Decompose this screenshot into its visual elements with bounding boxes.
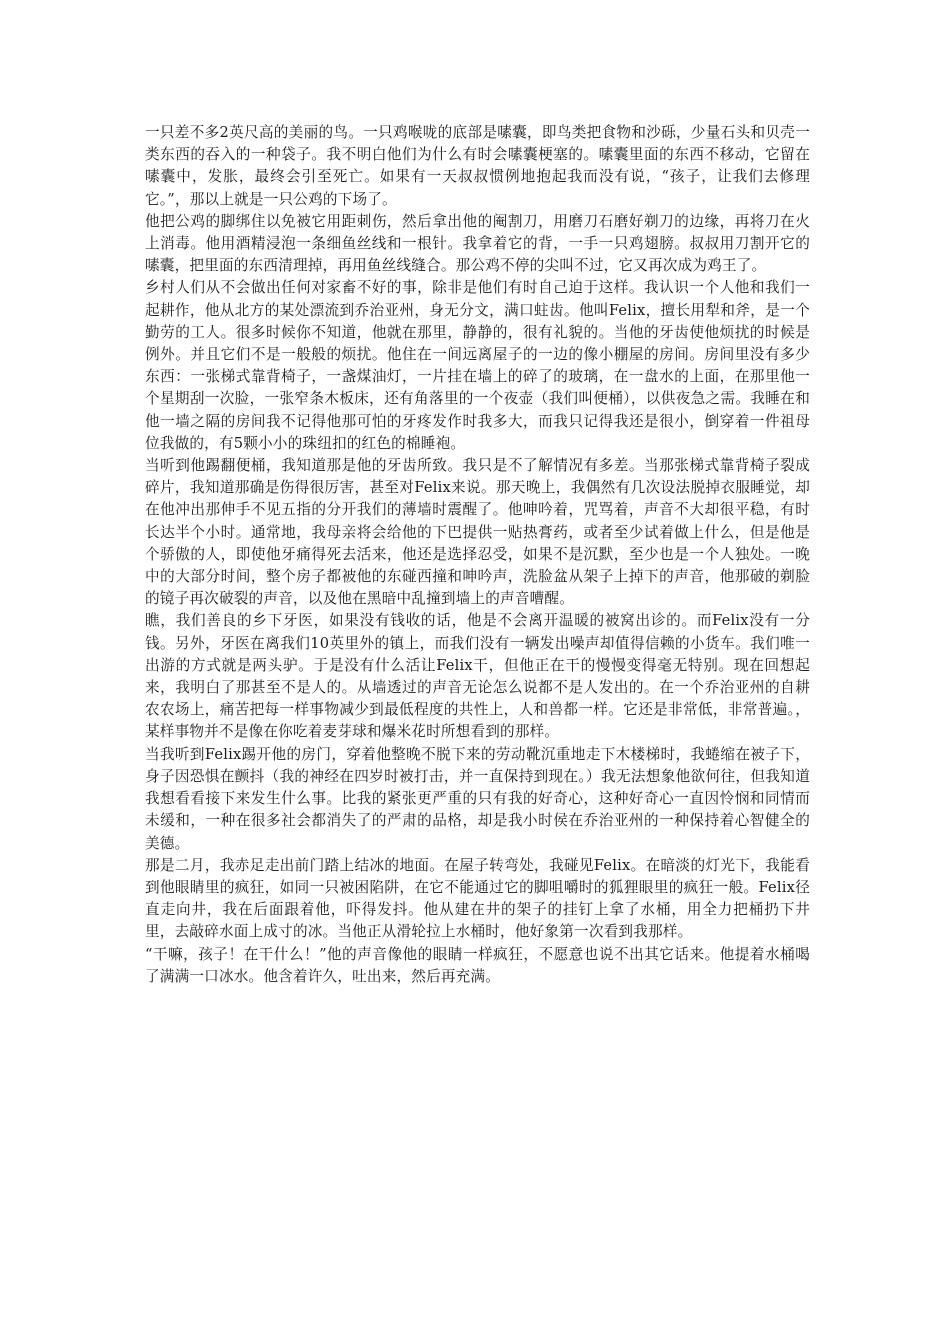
paragraph-8: “干嘛，孩子！在干什么！”他的声音像他的眼睛一样疯狂，不愿意也说不出其它话来。他提着水桶喝了满满一口冰水。他含着许久，吐出来，然后再充满。 [145,945,810,985]
paragraph-1: 一只差不多2英尺高的美丽的鸟。一只鸡喉咙的底部是嗉囊，即鸟类把食物和沙砾，少量石头和贝壳一类东西的吞入的一种袋子。我不明白他们为什么有时会嗉囊梗塞的。嗉囊里面的东西不移动，它留在嗉囊中，发胀，最终会引至死亡。如果有一天叔叔惯例地抱起我而没有说，“孩子，让我们去修理它。”，那以上就是一只公鸡的下场了。 [145,124,810,208]
document-body [145,122,810,988]
paragraph-3: 乡村人们从不会做出任何对家畜不好的事，除非是他们有时自己迫于这样。我认识一个人他和我们一起耕作，他从北方的某处漂流到乔治亚州，身无分文，满口蛀齿。他叫Felix，擅长用犁和斧，是一个勤劳的工人。很多时候你不知道，他就在那里，静静的，很有礼貌的。当他的牙齿使他烦扰的时候是例外。并且它们不是一般般的烦扰。他住在一间远离屋子的一边的像小棚屋的房间。房间里没有多少东西：一张梯式靠背椅子，一盏煤油灯，一片挂在墙上的碎了的玻璃，在一盘水的上面，在那里他一个星期刮一次脸，一张窄条木板床，还有角落里的一个夜壶（我们叫便桶），以供夜急之需。我睡在和他一墙之隔的房间我不记得他那可怕的牙疼发作时我多大，而我只记得我还是很小，倒穿着一件祖母位我做的，有5颗小小的珠纽扣的红色的棉睡袍。 [145,279,810,452]
paragraph-5: 瞧，我们善良的乡下牙医，如果没有钱收的话，他是不会离开温暖的被窝出诊的。而Felix没有一分钱。另外，牙医在离我们10英里外的镇上，而我们没有一辆发出噪声却值得信赖的小货车。我们唯一出游的方式就是两头驴。于是没有什么活让Felix干，但他正在干的慢慢变得毫无特别。现在回想起来，我明白了那甚至不是人的。从墙透过的声音无论怎么说都不是人发出的。在一个乔治亚州的自耕农农场上，痛苦把每一样事物减少到最低程度的共性上，人和兽都一样。它还是非常低，非常普遍。，某样事物并不是像在你吃着麦芽球和爆米花时所想看到的那样。 [145,612,810,741]
paragraph-6: 当我听到Felix踢开他的房门，穿着他整晚不脱下来的劳动靴沉重地走下木楼梯时，我蜷缩在被子下，身子因恐惧在颤抖（我的神经在四岁时被打击，并一直保持到现在。）我无法想象他欲何往，但我知道我想看看接下来发生什么事。比我的紧张更严重的只有我的好奇心，这种好奇心一直因怜悯和同情而未缓和，一种在很多社会都消失了的严肃的品格，却是我小时侯在乔治亚州的一种保持着心智健全的美德。 [145,745,810,852]
paragraph-4: 当听到他踢翻便桶，我知道那是他的牙齿所致。我只是不了解情况有多差。当那张梯式靠背椅子裂成碎片，我知道那确是伤得很厉害，甚至对Felix来说。那天晚上，我偶然有几次设法脱掉衣服睡觉，却在他冲出那伸手不见五指的分开我们的薄墙时震醒了。他呻吟着，咒骂着，声音不大却很平稳，有时长达半个小时。通常地，我母亲将会给他的下巴提供一贴热膏药，或者至少试着做上什么，但是他是个骄傲的人，即使他牙痛得死去活来，他还是选择忍受，如果不是沉默，至少也是一个人独处。一晚中的大部分时间，整个房子都被他的东碰西撞和呻吟声，洗脸盆从架子上掉下的声音，他那破的剃脸的镜子再次破裂的声音，以及他在黑暗中乱撞到墙上的声音嘈醒。 [145,457,810,608]
paragraph-7: 那是二月，我赤足走出前门踏上结冰的地面。在屋子转弯处，我碰见Felix。在暗淡的灯光下，我能看到他眼睛里的疯狂，如同一只被困陷阱，在它不能通过它的脚咀嚼时的狐狸眼里的疯狂一般。Felix径直走向井，我在后面跟着他，吓得发抖。他从建在井的架子的挂钉上拿了水桶，用全力把桶扔下井里，去敲碎水面上成寸的冰。当他正从滑轮拉上水桶时，他好象第一次看到我那样。 [145,856,810,941]
paragraph-2: 他把公鸡的脚绑住以免被它用距刺伤，然后拿出他的阉割刀，用磨刀石磨好剃刀的边缘，再将刀在火上消毒。他用酒精浸泡一条细鱼丝线和一根针。我拿着它的背，一手一只鸡翅膀。叔叔用刀割开它的嗉囊，把里面的东西清理掉，再用鱼丝线缝合。那公鸡不停的尖叫不过，它又再次成为鸡王了。 [145,212,810,275]
